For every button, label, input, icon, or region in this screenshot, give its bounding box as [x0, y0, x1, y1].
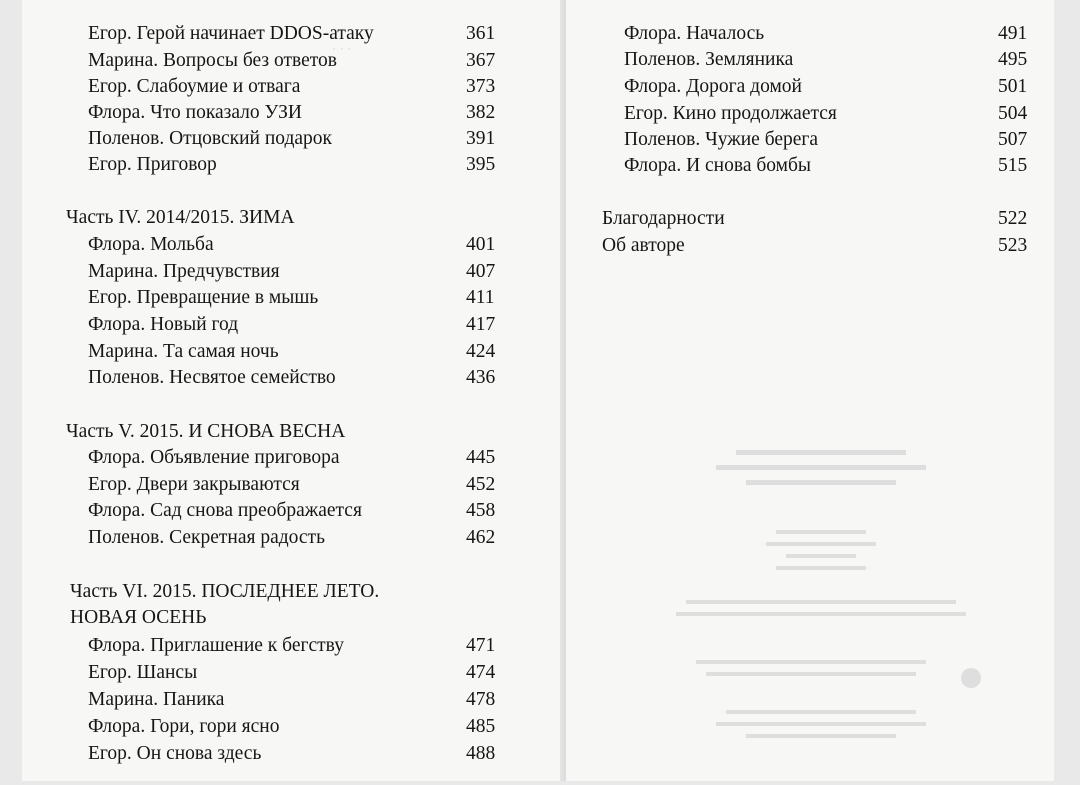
bleed-through-text: · · · [332, 41, 352, 56]
toc-entry-page: 395 [466, 154, 496, 175]
toc-entry-title: Флора. Мольба [88, 234, 214, 255]
toc-entry-page: 407 [466, 261, 496, 282]
toc-entry-title: Флора. Гори, гори ясно [88, 716, 280, 737]
toc-entry-page: 515 [998, 155, 1028, 176]
toc-entry-title: Флора. Новый год [88, 314, 239, 335]
toc-entry-page: 523 [998, 235, 1028, 256]
toc-entry-title: Егор. Шансы [88, 662, 198, 683]
toc-entry-page: 452 [466, 474, 496, 495]
toc-entry-page: 401 [466, 234, 496, 255]
bleed-through-imprint [626, 300, 1006, 770]
toc-entry-page: 436 [466, 367, 496, 388]
toc-entry-title: Флора. Что показало УЗИ [88, 102, 302, 123]
toc-entry-title: Егор. Двери закрываются [88, 474, 300, 495]
part-heading-continued: НОВАЯ ОСЕНЬ [70, 607, 207, 628]
part-heading[interactable]: Часть V. 2015. И СНОВА ВЕСНА [66, 421, 346, 442]
toc-entry-title: Марина. Вопросы без ответов [88, 50, 337, 71]
toc-entry-page: 367 [466, 50, 496, 71]
toc-entry-title: Поленов. Отцовский подарок [88, 128, 333, 149]
toc-entry-title: Егор. Слабоумие и отвага [88, 76, 301, 97]
toc-entry-title: Флора. Дорога домой [624, 76, 802, 97]
toc-entry-title: Поленов. Секретная радость [88, 527, 325, 548]
right-page [566, 0, 1054, 781]
toc-entry-page: 391 [466, 128, 496, 149]
toc-entry-title: Марина. Предчувствия [88, 261, 280, 282]
toc-entry-title: Марина. Паника [88, 689, 225, 710]
toc-entry-title: Егор. Приговор [88, 154, 217, 175]
toc-entry-title: Флора. Началось [624, 23, 765, 44]
toc-entry-title: Марина. Та самая ночь [88, 341, 279, 362]
toc-entry-title: Поленов. Несвятое семейство [88, 367, 336, 388]
toc-entry-page: 485 [466, 716, 496, 737]
toc-entry-title: Флора. И снова бомбы [624, 155, 812, 176]
toc-entry-page: 504 [998, 103, 1028, 124]
toc-entry-page: 478 [466, 689, 496, 710]
toc-entry-page: 424 [466, 341, 496, 362]
toc-entry-title: Егор. Он снова здесь [88, 743, 262, 764]
toc-entry-title: Егор. Герой начинает DDOS-атаку [88, 23, 374, 44]
toc-entry-page: 488 [466, 743, 496, 764]
toc-entry-title: Егор. Кино продолжается [624, 103, 837, 124]
toc-entry-page: 411 [466, 287, 495, 308]
toc-entry-title: Об авторе [602, 235, 685, 256]
toc-entry-page: 491 [998, 23, 1028, 44]
toc-entry-page: 474 [466, 662, 496, 683]
toc-entry-title: Флора. Объявление приговора [88, 447, 340, 468]
toc-entry-page: 471 [466, 635, 496, 656]
toc-entry-page: 522 [998, 208, 1028, 229]
toc-entry-title: Егор. Превращение в мышь [88, 287, 319, 308]
toc-entry-page: 495 [998, 49, 1028, 70]
toc-entry-page: 361 [466, 23, 496, 44]
toc-entry-page: 382 [466, 102, 496, 123]
left-page [22, 0, 562, 781]
toc-entry-title: Поленов. Чужие берега [624, 129, 819, 150]
toc-entry-page: 417 [466, 314, 496, 335]
toc-entry-page: 462 [466, 527, 496, 548]
toc-entry-title: Флора. Сад снова преображается [88, 500, 362, 521]
toc-entry-page: 507 [998, 129, 1028, 150]
toc-entry-title: Флора. Приглашение к бегству [88, 635, 344, 656]
toc-entry-page: 445 [466, 447, 496, 468]
part-heading[interactable]: Часть IV. 2014/2015. ЗИМА [66, 207, 295, 228]
part-heading[interactable]: Часть VI. 2015. ПОСЛЕДНЕЕ ЛЕТО. [70, 581, 380, 602]
toc-entry-title: Поленов. Земляника [624, 49, 794, 70]
toc-entry-page: 373 [466, 76, 496, 97]
toc-entry-page: 501 [998, 76, 1028, 97]
toc-entry-page: 458 [466, 500, 496, 521]
toc-entry-title: Благодарности [602, 208, 725, 229]
